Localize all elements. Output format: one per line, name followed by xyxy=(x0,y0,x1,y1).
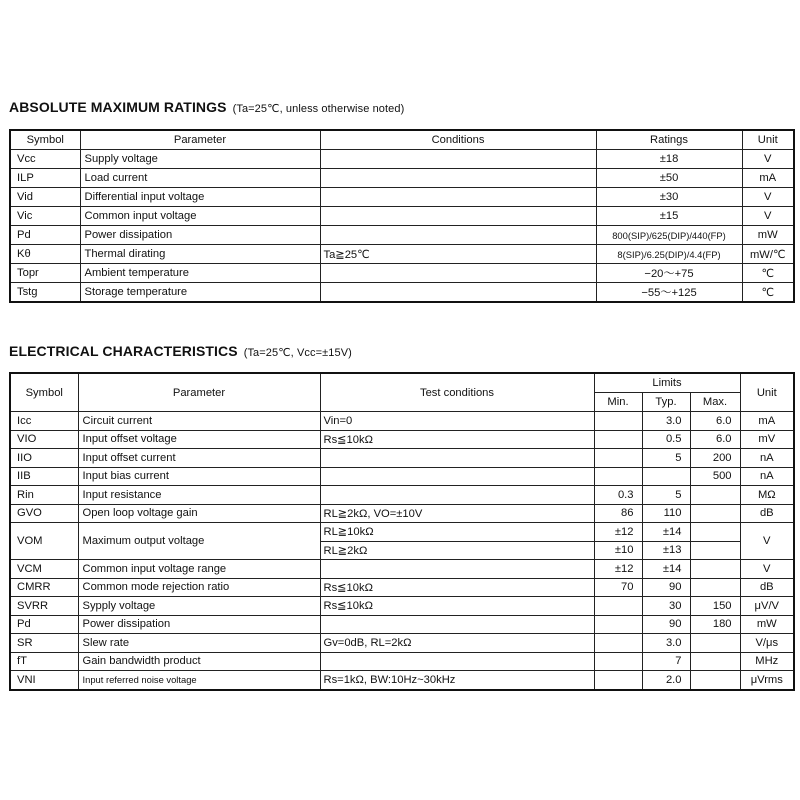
max-cell xyxy=(690,486,740,505)
symbol-cell: SR xyxy=(10,634,78,653)
table-row xyxy=(10,467,794,486)
table-row xyxy=(10,169,794,188)
ec-header-parameter: Parameter xyxy=(78,373,320,412)
parameter-cell: Supply voltage xyxy=(80,150,320,169)
unit-cell: mA xyxy=(742,169,794,188)
parameter-cell: Common mode rejection ratio xyxy=(78,578,320,597)
parameter-cell: Maximum output voltage xyxy=(78,523,320,560)
table-row xyxy=(10,449,794,468)
parameter-cell: Input offset current xyxy=(78,449,320,468)
table-row xyxy=(10,188,794,207)
min-cell: 86 xyxy=(594,504,642,523)
electrical-characteristics-heading xyxy=(9,343,352,359)
parameter-cell: Differential input voltage xyxy=(80,188,320,207)
unit-cell: V xyxy=(742,188,794,207)
symbol-cell: Tstg xyxy=(10,283,80,303)
symbol-cell: Icc xyxy=(10,412,78,431)
symbol-cell: fT xyxy=(10,652,78,671)
unit-cell: V xyxy=(742,150,794,169)
conditions-cell xyxy=(320,615,594,634)
symbol-cell: CMRR xyxy=(10,578,78,597)
table-row xyxy=(10,264,794,283)
min-cell xyxy=(594,634,642,653)
unit-cell: μV/V xyxy=(740,597,794,616)
typ-cell: 7 xyxy=(642,652,690,671)
table-row xyxy=(10,597,794,616)
max-cell xyxy=(690,578,740,597)
symbol-cell: VIO xyxy=(10,430,78,449)
unit-cell: mW xyxy=(740,615,794,634)
max-cell: 6.0 xyxy=(690,412,740,431)
max-cell xyxy=(690,652,740,671)
amr-title: ABSOLUTE MAXIMUM RATINGS xyxy=(9,99,227,115)
symbol-cell: ILP xyxy=(10,169,80,188)
symbol-cell: Topr xyxy=(10,264,80,283)
typ-cell: 5 xyxy=(642,486,690,505)
parameter-cell: Sypply voltage xyxy=(78,597,320,616)
symbol-cell: GVO xyxy=(10,504,78,523)
parameter-cell: Thermal dirating xyxy=(80,245,320,264)
ec-header-min: Min. xyxy=(594,393,642,412)
parameter-cell: Open loop voltage gain xyxy=(78,504,320,523)
conditions-cell: Rs≦10kΩ xyxy=(320,597,594,616)
max-cell: 200 xyxy=(690,449,740,468)
unit-cell: dB xyxy=(740,578,794,597)
typ-cell: 0.5 xyxy=(642,430,690,449)
conditions-cell xyxy=(320,226,596,245)
conditions-cell xyxy=(320,264,596,283)
ratings-cell: −55～+125 xyxy=(596,283,742,303)
absolute-max-ratings-heading xyxy=(9,99,404,115)
min-cell xyxy=(594,430,642,449)
conditions-cell: Gv=0dB, RL=2kΩ xyxy=(320,634,594,653)
parameter-cell: Load current xyxy=(80,169,320,188)
ratings-cell: ±30 xyxy=(596,188,742,207)
ratings-cell: −20～+75 xyxy=(596,264,742,283)
unit-cell: mW/℃ xyxy=(742,245,794,264)
unit-cell: V xyxy=(742,207,794,226)
unit-cell: ℃ xyxy=(742,283,794,303)
unit-cell: MΩ xyxy=(740,486,794,505)
unit-cell: nA xyxy=(740,449,794,468)
conditions-cell: Rs≦10kΩ xyxy=(320,430,594,449)
parameter-cell: Storage temperature xyxy=(80,283,320,303)
parameter-cell: Power dissipation xyxy=(80,226,320,245)
ec-header-unit: Unit xyxy=(740,373,794,412)
ec-header-limits: Limits xyxy=(594,373,740,393)
symbol-cell: Pd xyxy=(10,226,80,245)
typ-cell: 5 xyxy=(642,449,690,468)
ec-header-typ: Typ. xyxy=(642,393,690,412)
table-row xyxy=(10,578,794,597)
min-cell: ±12 xyxy=(594,523,642,542)
conditions-cell xyxy=(320,150,596,169)
unit-cell: V/μs xyxy=(740,634,794,653)
min-cell: 70 xyxy=(594,578,642,597)
amr-header-conditions: Conditions xyxy=(320,130,596,150)
parameter-cell: Ambient temperature xyxy=(80,264,320,283)
unit-cell: mV xyxy=(740,430,794,449)
unit-cell: μVrms xyxy=(740,671,794,690)
table-row xyxy=(10,504,794,523)
amr-condition: (Ta=25℃, unless otherwise noted) xyxy=(232,103,405,115)
ratings-cell: 800(SIP)/625(DIP)/440(FP) xyxy=(596,226,742,245)
typ-cell: ±13 xyxy=(642,541,690,560)
unit-cell: nA xyxy=(740,467,794,486)
symbol-cell: Kθ xyxy=(10,245,80,264)
electrical-characteristics-table xyxy=(9,372,795,691)
typ-cell: ±14 xyxy=(642,523,690,542)
amr-header-ratings: Ratings xyxy=(596,130,742,150)
min-cell xyxy=(594,467,642,486)
conditions-cell xyxy=(320,283,596,303)
amr-header-row xyxy=(10,130,794,150)
unit-cell: V xyxy=(740,523,794,560)
symbol-cell: Vcc xyxy=(10,150,80,169)
table-row xyxy=(10,560,794,579)
conditions-cell: Rs≦10kΩ xyxy=(320,578,594,597)
unit-cell: ℃ xyxy=(742,264,794,283)
symbol-cell: VNI xyxy=(10,671,78,690)
max-cell: 500 xyxy=(690,467,740,486)
max-cell xyxy=(690,504,740,523)
max-cell xyxy=(690,541,740,560)
table-row xyxy=(10,523,794,542)
typ-cell: 110 xyxy=(642,504,690,523)
typ-cell: 90 xyxy=(642,615,690,634)
unit-cell: dB xyxy=(740,504,794,523)
symbol-cell: Pd xyxy=(10,615,78,634)
symbol-cell: SVRR xyxy=(10,597,78,616)
max-cell: 180 xyxy=(690,615,740,634)
max-cell xyxy=(690,634,740,653)
table-row xyxy=(10,245,794,264)
min-cell xyxy=(594,412,642,431)
typ-cell: 3.0 xyxy=(642,412,690,431)
amr-header-parameter: Parameter xyxy=(80,130,320,150)
unit-cell: mA xyxy=(740,412,794,431)
ec-header-max: Max. xyxy=(690,393,740,412)
amr-header-unit: Unit xyxy=(742,130,794,150)
symbol-cell: Vic xyxy=(10,207,80,226)
ec-title: ELECTRICAL CHARACTERISTICS xyxy=(9,343,238,359)
symbol-cell: Rin xyxy=(10,486,78,505)
parameter-cell: Input resistance xyxy=(78,486,320,505)
table-row xyxy=(10,283,794,303)
conditions-cell xyxy=(320,652,594,671)
parameter-cell: Input bias current xyxy=(78,467,320,486)
symbol-cell: IIO xyxy=(10,449,78,468)
table-row xyxy=(10,652,794,671)
typ-cell: 90 xyxy=(642,578,690,597)
parameter-cell: Power dissipation xyxy=(78,615,320,634)
table-row xyxy=(10,486,794,505)
unit-cell: V xyxy=(740,560,794,579)
ec-header-conditions: Test conditions xyxy=(320,373,594,412)
conditions-cell xyxy=(320,560,594,579)
min-cell: 0.3 xyxy=(594,486,642,505)
typ-cell: 30 xyxy=(642,597,690,616)
typ-cell xyxy=(642,467,690,486)
ratings-cell: ±18 xyxy=(596,150,742,169)
amr-header-symbol: Symbol xyxy=(10,130,80,150)
table-row xyxy=(10,634,794,653)
ratings-cell: 8(SIP)/6.25(DIP)/4.4(FP) xyxy=(596,245,742,264)
conditions-cell: Ta≧25℃ xyxy=(320,245,596,264)
typ-cell: 2.0 xyxy=(642,671,690,690)
ec-condition: (Ta=25℃, Vcc=±15V) xyxy=(243,347,352,359)
absolute-max-ratings-table xyxy=(9,129,795,303)
table-row xyxy=(10,671,794,690)
symbol-cell: Vid xyxy=(10,188,80,207)
min-cell xyxy=(594,449,642,468)
min-cell xyxy=(594,671,642,690)
ratings-cell: ±15 xyxy=(596,207,742,226)
typ-cell: ±14 xyxy=(642,560,690,579)
table-row xyxy=(10,226,794,245)
min-cell: ±10 xyxy=(594,541,642,560)
table-row xyxy=(10,615,794,634)
conditions-cell: RL≧10kΩ xyxy=(320,523,594,542)
max-cell xyxy=(690,523,740,542)
symbol-cell: VOM xyxy=(10,523,78,560)
symbol-cell: VCM xyxy=(10,560,78,579)
parameter-cell: Circuit current xyxy=(78,412,320,431)
max-cell: 6.0 xyxy=(690,430,740,449)
conditions-cell xyxy=(320,169,596,188)
min-cell: ±12 xyxy=(594,560,642,579)
conditions-cell xyxy=(320,207,596,226)
unit-cell: mW xyxy=(742,226,794,245)
min-cell xyxy=(594,597,642,616)
parameter-cell: Gain bandwidth product xyxy=(78,652,320,671)
conditions-cell xyxy=(320,486,594,505)
unit-cell: MHz xyxy=(740,652,794,671)
table-row xyxy=(10,412,794,431)
table-row xyxy=(10,207,794,226)
typ-cell: 3.0 xyxy=(642,634,690,653)
table-row xyxy=(10,430,794,449)
parameter-cell: Slew rate xyxy=(78,634,320,653)
conditions-cell xyxy=(320,188,596,207)
max-cell xyxy=(690,671,740,690)
parameter-cell: Common input voltage range xyxy=(78,560,320,579)
conditions-cell: Rs=1kΩ, BW:10Hz~30kHz xyxy=(320,671,594,690)
parameter-cell: Common input voltage xyxy=(80,207,320,226)
symbol-cell: IIB xyxy=(10,467,78,486)
conditions-cell: RL≧2kΩ xyxy=(320,541,594,560)
conditions-cell: Vin=0 xyxy=(320,412,594,431)
parameter-cell: Input offset voltage xyxy=(78,430,320,449)
conditions-cell xyxy=(320,449,594,468)
table-row xyxy=(10,150,794,169)
max-cell: 150 xyxy=(690,597,740,616)
ratings-cell: ±50 xyxy=(596,169,742,188)
min-cell xyxy=(594,652,642,671)
min-cell xyxy=(594,615,642,634)
conditions-cell: RL≧2kΩ, VO=±10V xyxy=(320,504,594,523)
ec-header-row xyxy=(10,373,794,393)
parameter-cell: Input referred noise voltage xyxy=(78,671,320,690)
max-cell xyxy=(690,560,740,579)
ec-header-symbol: Symbol xyxy=(10,373,78,412)
conditions-cell xyxy=(320,467,594,486)
